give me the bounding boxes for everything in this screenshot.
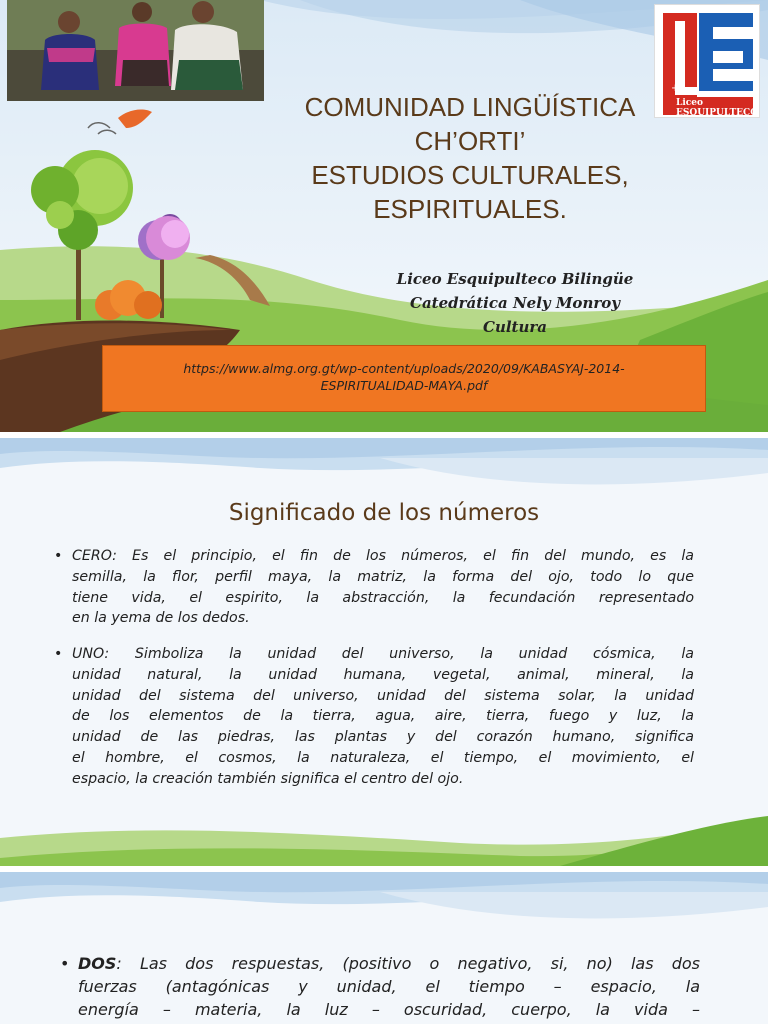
school-name: Liceo Esquipulteco Bilingüe — [396, 270, 634, 288]
paragraph-dos — [60, 952, 700, 1021]
text-line: espacio, la creación también significa el centro del ojo. — [72, 770, 464, 787]
link-line[interactable]: https://www.almg.org.gt/wp-content/uploads/2020/09/KABASYAJ-2014- — [183, 361, 625, 376]
bullet-icon: • — [54, 646, 63, 662]
text-line: tiene vida, el espirito, la abstracción, la fecundación representado — [72, 589, 694, 606]
title-slide — [0, 0, 768, 432]
text-line: semilla, la flor, perfil maya, la matriz, la forma del ojo, todo lo que — [72, 568, 694, 585]
title-line: ESPIRITUALES. — [373, 194, 567, 224]
slide-title — [280, 90, 660, 226]
text-line: DOS: Las dos respuestas, (positivo o negativo, si, no) las dos — [78, 954, 700, 973]
text-line: en la yema de los dedos. — [72, 610, 250, 627]
text-line: CERO: Es el principio, el fin de los números, el fin del mundo, es la — [72, 548, 694, 564]
section-title: Significado de los números — [228, 500, 540, 526]
text-line: unidad del sistema del universo, unidad del sistema solar, la unidad — [72, 687, 694, 704]
community-women-photo — [7, 0, 264, 101]
paragraph-uno — [54, 644, 694, 790]
text-line: unidad de las piedras, las plantas y del corazón humano, significa — [72, 729, 694, 746]
course-info — [360, 267, 670, 339]
svg-text:+: + — [671, 83, 680, 94]
numbers-slide-continued — [0, 872, 768, 1024]
text-line: UNO: Simboliza la unidad del universo, la unidad cósmica, la — [72, 646, 694, 662]
logo-text: Liceo ESQUIPULTECO — [676, 98, 759, 118]
text-line: fuerzas (antagónicas y unidad, el tiempo – espacio, la — [78, 977, 700, 996]
reference-link[interactable] — [102, 345, 706, 412]
text-line: de los elementos de la tierra, agua, aire, tierra, fuego y luz, la — [72, 708, 694, 725]
title-line: COMUNIDAD LINGÜÍSTICA — [304, 92, 636, 122]
title-line: CH’ORTI’ — [414, 126, 526, 156]
number-label: DOS — [78, 954, 117, 973]
text-line: energía – materia, la luz – oscuridad, cuerpo, la vida – — [78, 1000, 700, 1019]
bullet-icon: • — [60, 954, 70, 973]
subject-name: Cultura — [483, 318, 547, 336]
text-line: unidad natural, la unidad humana, vegetal, animal, mineral, la — [72, 666, 694, 683]
text-line: el hombre, el cosmos, la naturaleza, el tiempo, el movimiento, el — [72, 749, 694, 766]
numbers-slide — [0, 438, 768, 866]
link-line[interactable]: ESPIRITUALIDAD-MAYA.pdf — [320, 378, 488, 393]
teacher-name: Catedrática Nely Monroy — [410, 294, 620, 312]
paragraph-cero — [54, 546, 694, 629]
bullet-icon: • — [54, 548, 63, 564]
title-line: ESTUDIOS CULTURALES, — [311, 160, 629, 190]
